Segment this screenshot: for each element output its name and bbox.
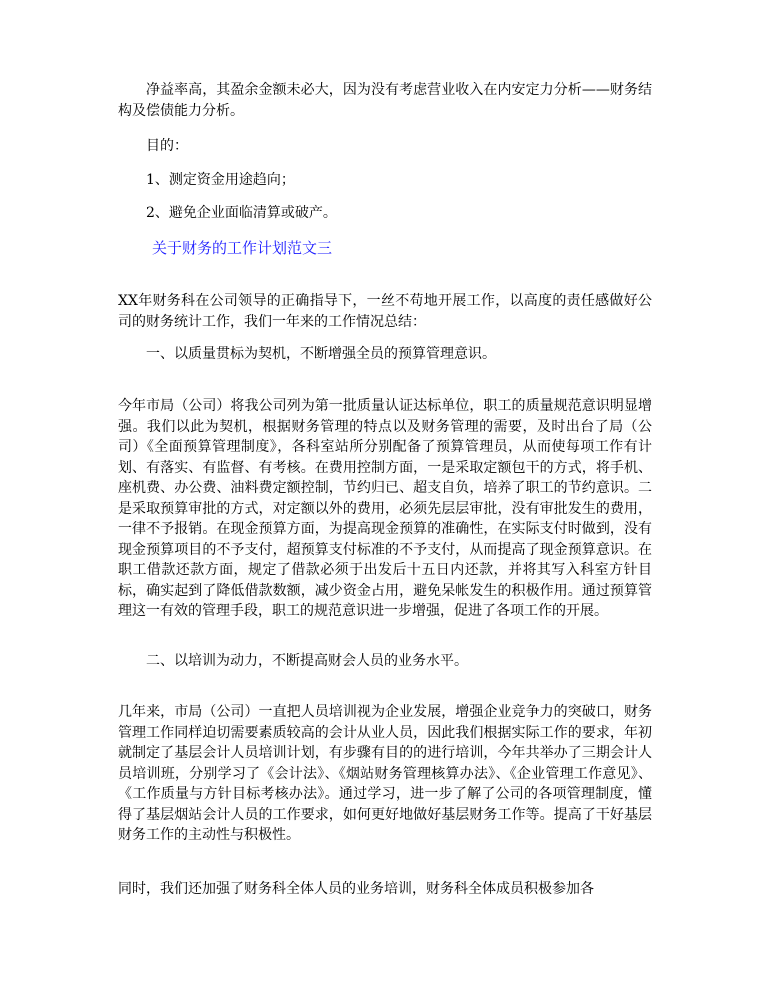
paragraph-ratio-analysis: 净益率高，其盈余金额未必大，因为没有考虑营业收入在内安定力分析——财务结构及偿债能力分析。 (118, 82, 652, 119)
paragraph-intro-summary: XX年财务科在公司领导的正确指导下，一丝不苟地开展工作，以高度的责任感做好公司的财务统计工作，我们一年来的工作情况总结： (118, 293, 652, 330)
paragraph-budget-management: 今年市局（公司）将我公司列为第一批质量认证达标单位，职工的质量规范意识明显增强。我们以此为契机，根据财务管理的特点以及财务管理的需要，及时出台了局（公司）《全面预算管理制度》，各科室站所分别配备了预算管理员，从而使每项工作有计划、有落实、有监督、有考核。在费用控制方面，一是采取定额包干的方式，将手机、座机费、办公费、油料费定额控制，节约归已、超支自负，培养了职工的节约意识。二是采取预算审批的方式，对定额以外的费用，必须先层层审批，没有审批发生的费用，一律不予报销。在现金预算方面，为提高现金预算的准确性，在实际支付时做到，没有现金预算项目的不予支付，超预算支付标准的不予支付，从而提高了现金预算意识。在职工借款还款方面，规定了借款必须于出发后十五日内还款，并将其写入科室方针目标，确实起到了降低借款数额，减少资金占用，避免呆帐发生的积极作用。通过预算管理这一有效的管理手段，职工的规范意识进一步增强，促进了各项工作的开展。 (118, 398, 652, 619)
paragraph-purpose-label: 目的： (146, 138, 188, 154)
paragraph-training: 几年来，市局（公司）一直把人员培训视为企业发展，增强企业竞争力的突破口，财务管理工作同样迫切需要素质较高的会计从业人员，因此我们根据实际工作的要求，年初就制定了基层会计人员培训计划，有步骤有目的的进行培训，今年共举办了三期会计人员培训班，分别学习了《会计法》、《烟站财务管理核算办法》、《企业管理工作意见》、《工作质量与方针目标考核办法》。通过学习，进一步了解了公司的各项管理制度，懂得了基层烟站会计人员的工作要求，如何更好地做好基层财务工作等。提高了干好基层财务工作的主动性与积极性。 (118, 704, 652, 843)
paragraph-point-two-heading: 二、以培训为动力，不断提高财会人员的业务水平。 (146, 653, 468, 669)
section-heading: 关于财务的工作计划范文三 (152, 239, 333, 257)
paragraph-point-one-heading: 一、以质量贯标为契机，不断增强全员的预算管理意识。 (146, 346, 496, 362)
paragraph-staff-training: 同时，我们还加强了财务科全体人员的业务培训，财务科全体成员积极参加各 (118, 881, 594, 897)
paragraph-purpose-item-1: 1、测定资金用途趋向； (146, 172, 295, 188)
paragraph-purpose-item-2: 2、避免企业面临清算或破产。 (146, 205, 337, 221)
